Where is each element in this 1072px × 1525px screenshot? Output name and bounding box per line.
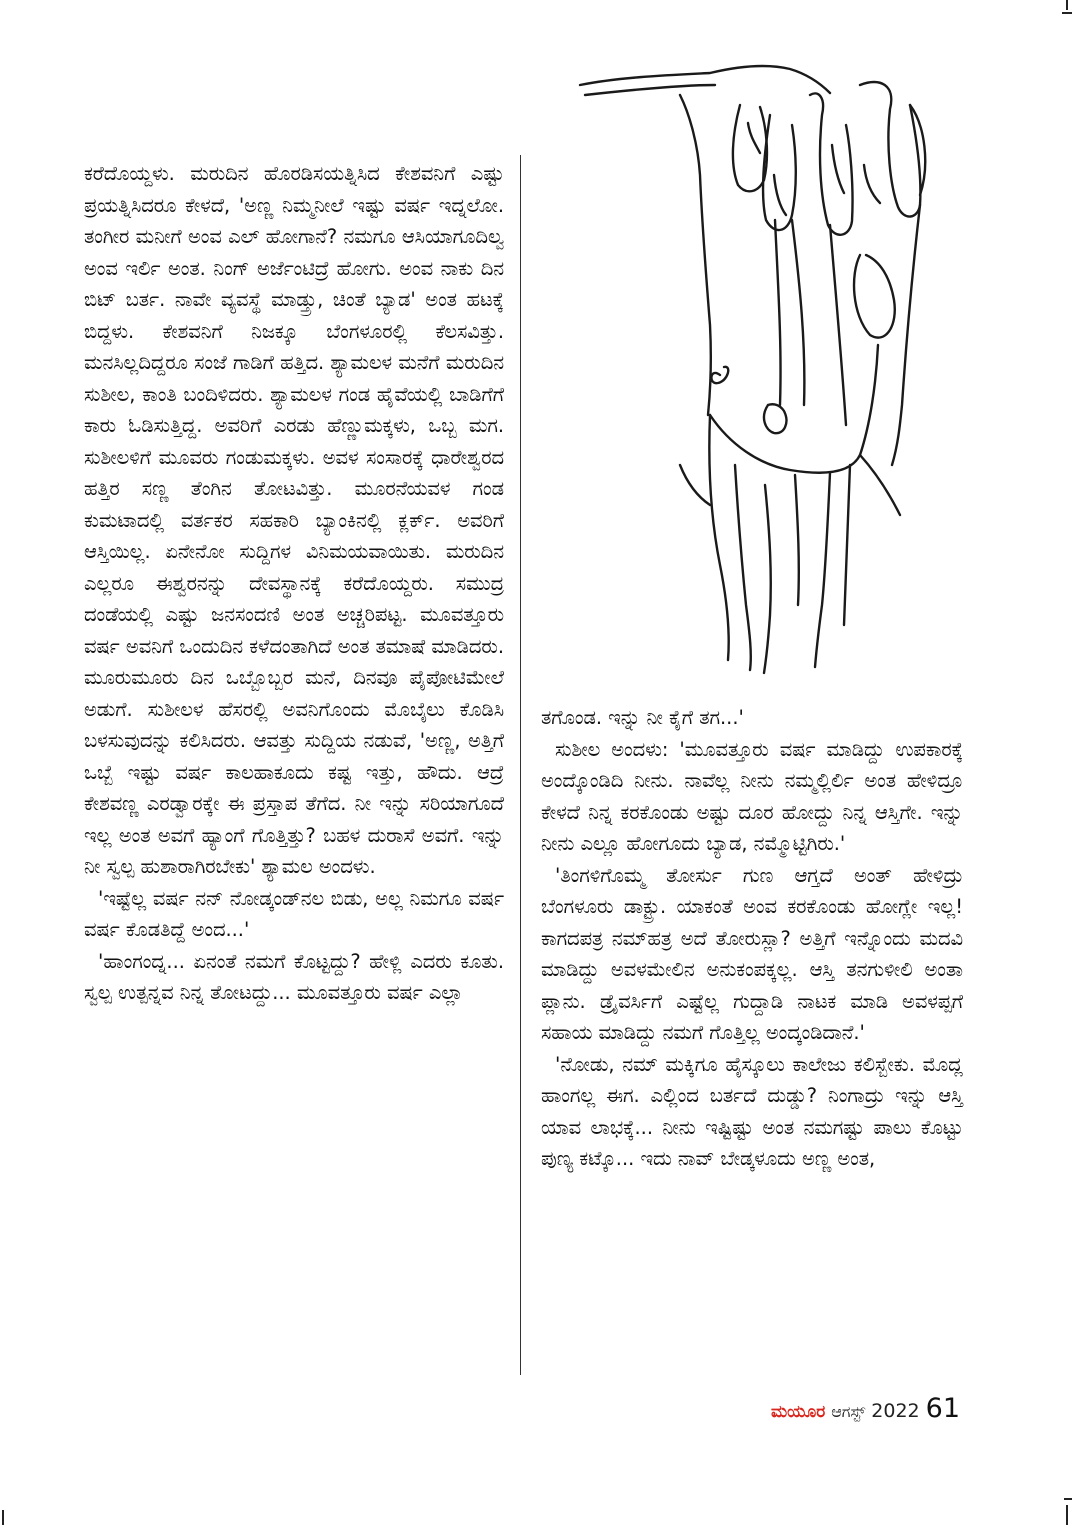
right-paragraph-2: ಸುಶೀಲ ಅಂದಳು: 'ಮೂವತ್ತೂರು ವರ್ಷ ಮಾಡಿದ್ದು ಉಪಕಾರಕ್ಕೆ ಅಂದ್ಕೊಂಡಿದಿ ನೀನು. ನಾವೆಲ್ಲ ನೀನು ನಮ್ಮಲ್ಲಿರ್ಲಿ ಅಂತ ಹೇಳಿದ್ರೂ ಕೇಳದೆ ನಿನ್ನ ಕರಕೊಂಡು ಅಷ್ಟು ದೂರ ಹೋದ್ದು ನಿನ್ನ ಆಸ್ತಿಗೇ. ಇನ್ನು ನೀನು ಎಲ್ಲೂ ಹೋಗೂದು ಬ್ಯಾಡ, ನಮ್ಮೊಟ್ಟಿಗಿರು.' <box>541 737 963 855</box>
crop-mark-bottom-right <box>1066 1505 1068 1525</box>
right-column <box>541 702 963 1175</box>
left-column <box>84 158 504 1009</box>
crop-mark-top-right-h <box>1062 12 1072 14</box>
page-number: 61 <box>925 1393 960 1424</box>
right-paragraph-1: ತಗೊಂಡ. ಇನ್ನು ನೀ ಕೈಗೆ ತಗ...' <box>541 706 744 729</box>
issue-month: ಆಗಸ್ಟ್ <box>831 1402 866 1421</box>
magazine-logo: ಮಯೂರ <box>771 1402 826 1422</box>
hand-illustration <box>560 45 960 680</box>
column-divider <box>520 155 521 1375</box>
right-paragraph-3: 'ತಿಂಗಳಿಗೊಮ್ಮ ತೋರ್ಸು ಗುಣ ಆಗ್ತದೆ ಅಂತ್ ಹೇಳಿದ್ರು ಬೆಂಗಳೂರು ಡಾಕ್ಟ್ರು. ಯಾಕಂತೆ ಅಂವ ಕರಕೊಂಡು ಹೋಗ್ಲೇ ಇಲ್ಲ! ಕಾಗದಪತ್ರ ನಮ್‌ಹತ್ರ ಅದೆ ತೋರುಸ್ಲಾ? ಅತ್ತಿಗೆ ಇನ್ನೊಂದು ಮದವಿ ಮಾಡಿದ್ದು ಅವಳಮೇಲಿನ ಅನುಕಂಪಕ್ಕಲ್ಲ. ಆಸ್ತಿ ತನಗುಳೀಲಿ ಅಂತಾ ಪ್ಲಾನು. ಡ್ರೈವರ್ಸಿಗೆ ಎಷ್ಟೆಲ್ಲ ಗುದ್ದಾಡಿ ನಾಟಕ ಮಾಡಿ ಅವಳಪ್ಪಗೆ ಸಹಾಯ ಮಾಡಿದ್ದು ನಮಗೆ ಗೊತ್ತಿಲ್ಲ ಅಂದ್ಕಂಡಿದಾನೆ.' <box>541 863 963 1044</box>
issue-year: 2022 <box>871 1400 920 1422</box>
crop-mark-right-mid <box>1064 1498 1072 1500</box>
page-footer <box>771 1393 960 1425</box>
crop-mark-bottom-left <box>2 1510 4 1525</box>
right-paragraph-4: 'ನೋಡು, ನಮ್ ಮಕ್ಕಿಗೂ ಹೈಸ್ಕೂಲು ಕಾಲೇಜು ಕಲಿಸ್ಬೇಕು. ಮೊದ್ಲ ಹಾಂಗಲ್ಲ ಈಗ. ಎಲ್ಲಿಂದ ಬರ್ತದೆ ದುಡ್ಡು? ನಿಂಗಾದ್ರು ಇನ್ನು ಆಸ್ತಿ ಯಾವ ಲಾಭಕ್ಕೆ... ನೀನು ಇಷ್ಟಿಷ್ಟು ಅಂತ ನಮಗಷ್ಟು ಪಾಲು ಕೊಟ್ಟು ಪುಣ್ಯ ಕಟ್ಕೊ... ಇದು ನಾವ್ ಬೇಡ್ಕಳೂದು ಅಣ್ಣ ಅಂತ, <box>541 1052 963 1170</box>
crop-mark-top-right <box>1066 0 1068 10</box>
left-paragraph-1: ಕರೆದೊಯ್ದಳು. ಮರುದಿನ ಹೊರಡಿಸಯತ್ನಿಸಿದ ಕೇಶವನಿಗೆ ಎಷ್ಟು ಪ್ರಯತ್ನಿಸಿದರೂ ಕೇಳದೆ, 'ಅಣ್ಣ ನಿಮ್ಮನೀಲೆ ಇಷ್ಟು ವರ್ಷ ಇದ್ನಲೋ. ತಂಗೀರ ಮನೀಗೆ ಅಂವ ಎಲ್ ಹೋಗಾನೆ? ನಮಗೂ ಆಸಿಯಾಗೂದಿಲ್ವ ಅಂವ ಇರ್ಲಿ ಅಂತ. ನಿಂಗ್ ಅರ್ಜೆಂಟಿದ್ರೆ ಹೋಗು. ಅಂವ ನಾಕು ದಿನ ಬಿಟ್ ಬರ್ತ. ನಾವೇ ವ್ಯವಸ್ಥೆ ಮಾಡ್ತ್ರು, ಚಿಂತೆ ಬ್ಯಾಡ' ಅಂತ ಹಟಕ್ಕೆ ಬಿದ್ದಳು. ಕೇಶವನಿಗೆ ನಿಜಕ್ಕೂ ಬೆಂಗಳೂರಲ್ಲಿ ಕೆಲಸವಿತ್ತು. ಮನಸಿಲ್ಲದಿದ್ದರೂ ಸಂಜೆ ಗಾಡಿಗೆ ಹತ್ತಿದ. ಶ್ಯಾಮಲಳ ಮನೆಗೆ ಮರುದಿನ ಸುಶೀಲ, ಕಾಂತಿ ಬಂದಿಳಿದರು. ಶ್ಯಾಮಲಳ ಗಂಡ ಹೈವೆಯಲ್ಲಿ ಬಾಡಿಗೆಗೆ ಕಾರು ಓಡಿಸುತ್ತಿದ್ದ. ಅವರಿಗೆ ಎರಡು ಹೆಣ್ಣುಮಕ್ಕಳು, ಒಬ್ಬ ಮಗ. ಸುಶೀಲಳಿಗೆ ಮೂವರು ಗಂಡುಮಕ್ಕಳು. ಅವಳ ಸಂಸಾರಕ್ಕೆ ಧಾರೇಶ್ವರದ ಹತ್ತಿರ ಸಣ್ಣ ತೆಂಗಿನ ತೋಟವಿತ್ತು. ಮೂರನೆಯವಳ ಗಂಡ ಕುಮಟಾದಲ್ಲಿ ವರ್ತಕರ ಸಹಕಾರಿ ಬ್ಯಾಂಕಿನಲ್ಲಿ ಕ್ಲರ್ಕ್. ಅವರಿಗೆ ಆಸ್ತಿಯಿಲ್ಲ. ಏನೇನೋ ಸುದ್ದಿಗಳ ವಿನಿಮಯವಾಯಿತು. ಮರುದಿನ ಎಲ್ಲರೂ ಈಶ್ವರನನ್ನು ದೇವಸ್ಥಾನಕ್ಕೆ ಕರೆದೊಯ್ದರು. ಸಮುದ್ರ ದಂಡೆಯಲ್ಲಿ ಎಷ್ಟು ಜನಸಂದಣಿ ಅಂತ ಅಚ್ಚರಿಪಟ್ಟ. ಮೂವತ್ತೂರು ವರ್ಷ ಅವನಿಗೆ ಒಂದುದಿನ ಕಳೆದಂತಾಗಿದೆ ಅಂತ ತಮಾಷೆ ಮಾಡಿದರು. ಮೂರುಮೂರು ದಿನ ಒಬ್ಬೊಬ್ಬರ ಮನೆ, ದಿನವೂ ಪೈಪೋಟಿಮೇಲೆ ಅಡುಗೆ. ಸುಶೀಲಳ ಹೆಸರಲ್ಲಿ ಅವನಿಗೊಂದು ಮೊಬೈಲು ಕೊಡಿಸಿ ಬಳಸುವುದನ್ನು ಕಲಿಸಿದರು. ಆವತ್ತು ಸುದ್ದಿಯ ನಡುವೆ, 'ಅಣ್ಣ, ಅತ್ತಿಗೆ ಒಬ್ಬೆ ಇಷ್ಟು ವರ್ಷ ಕಾಲಹಾಕೂದು ಕಷ್ಟ ಇತ್ತು, ಹೌದು. ಆದ್ರೆ ಕೇಶವಣ್ಣ ಎರಡ್ವಾರಕ್ಕೇ ಈ ಪ್ರಸ್ತಾಪ ತೆಗೆದ. ನೀ ಇನ್ನು ಸರಿಯಾಗೂದೆ ಇಲ್ಲ ಅಂತ ಅವಗೆ ಹ್ಯಾಂಗೆ ಗೊತ್ತಿತ್ತು? ಬಹಳ ದುರಾಸೆ ಅವಗೆ. ಇನ್ನು ನೀ ಸ್ವಲ್ಪ ಹುಶಾರಾಗಿರಬೇಕು' ಶ್ಯಾಮಲ ಅಂದಳು. <box>84 162 504 878</box>
left-paragraph-2: 'ಇಷ್ಟೆಲ್ಲ ವರ್ಷ ನನ್ ನೋಡ್ಕಂಡ್‌ನಲ ಬಿಡು, ಅಲ್ಲ ನಿಮಗೂ ವರ್ಷ ವರ್ಷ ಕೊಡತಿದ್ದೆ ಅಂದ...' <box>84 886 504 941</box>
left-paragraph-3: 'ಹಾಂಗಂದ್ನ... ಏನಂತೆ ನಮಗೆ ಕೊಟ್ಟದ್ದು? ಹೇಳ್ಲಿ ಎದರು ಕೂತು. ಸ್ವಲ್ಪ ಉತ್ಪನ್ನವ ನಿನ್ನ ತೋಟದ್ದು... ಮೂವತ್ತೂರು ವರ್ಷ ಎಲ್ಲಾ <box>84 949 504 1004</box>
